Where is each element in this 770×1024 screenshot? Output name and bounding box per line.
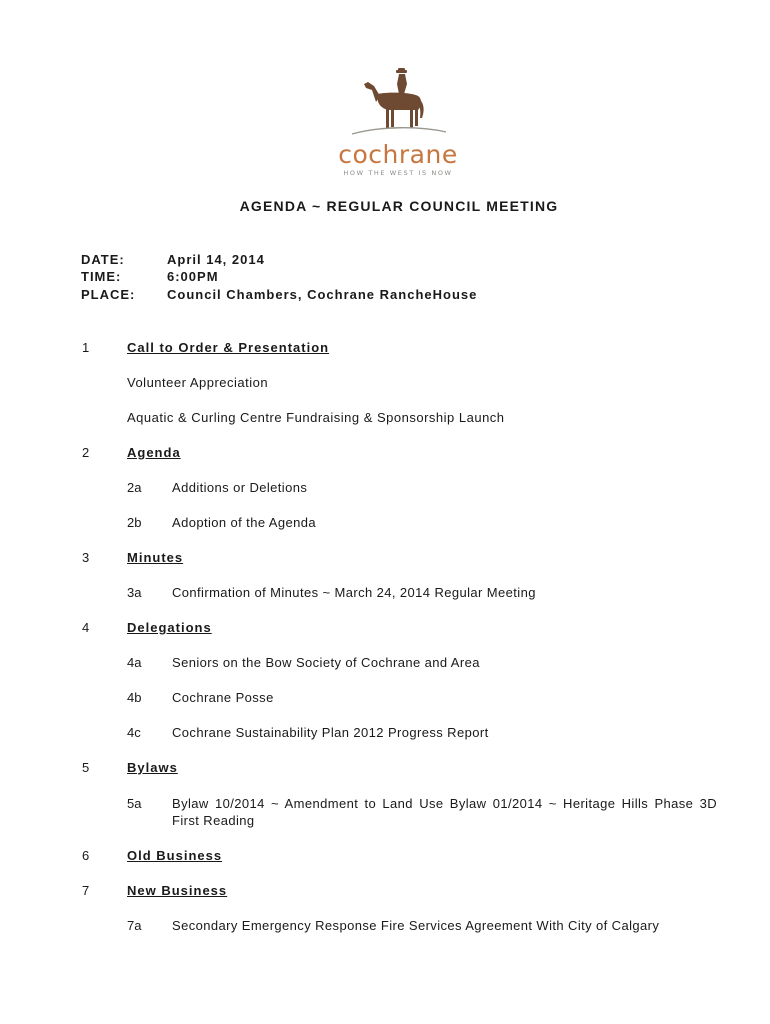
- section-number: 4: [82, 620, 90, 635]
- section-number: 3: [82, 550, 90, 565]
- place-value: Council Chambers, Cochrane RancheHouse: [167, 287, 478, 302]
- item-number: 4c: [127, 725, 141, 740]
- date-value: April 14, 2014: [167, 252, 265, 267]
- section-title-delegations: Delegations: [127, 620, 212, 635]
- item-number: 2b: [127, 515, 142, 530]
- section-number: 5: [82, 760, 90, 775]
- logo-wordmark: cochrane: [338, 140, 458, 169]
- section-title-minutes: Minutes: [127, 550, 184, 565]
- item-number: 4a: [127, 655, 142, 670]
- agenda-item: Additions or Deletions: [172, 480, 308, 495]
- section-number: 7: [82, 883, 90, 898]
- item-number: 7a: [127, 918, 142, 933]
- place-label: PLACE:: [81, 287, 136, 302]
- time-label: TIME:: [81, 269, 122, 284]
- section-title-new-business: New Business: [127, 883, 228, 898]
- agenda-item: Seniors on the Bow Society of Cochrane and Area: [172, 655, 480, 670]
- cochrane-logo: [330, 68, 466, 178]
- page-title: AGENDA ~ REGULAR COUNCIL MEETING: [239, 198, 559, 214]
- agenda-item: Cochrane Sustainability Plan 2012 Progress Report: [172, 725, 489, 740]
- section-number: 6: [82, 848, 90, 863]
- agenda-item: Cochrane Posse: [172, 690, 274, 705]
- time-value: 6:00PM: [167, 269, 219, 284]
- logo-tagline: HOW THE WEST IS NOW: [343, 169, 453, 177]
- agenda-item: Aquatic & Curling Centre Fundraising & Sponsorship Launch: [127, 410, 505, 425]
- section-number: 1: [82, 340, 90, 355]
- section-number: 2: [82, 445, 90, 460]
- agenda-item: Bylaw 10/2014 ~ Amendment to Land Use Bylaw 01/2014 ~ Heritage Hills Phase 3D First Reading: [172, 796, 717, 828]
- section-title-old-business: Old Business: [127, 848, 223, 863]
- item-number: 4b: [127, 690, 142, 705]
- section-title-call-to-order: Call to Order & Presentation: [127, 340, 330, 355]
- item-number: 3a: [127, 585, 142, 600]
- section-title-bylaws: Bylaws: [127, 760, 178, 775]
- agenda-item: Adoption of the Agenda: [172, 515, 316, 530]
- item-number: 2a: [127, 480, 142, 495]
- agenda-item: Confirmation of Minutes ~ March 24, 2014 Regular Meeting: [172, 585, 536, 600]
- agenda-item: Volunteer Appreciation: [127, 375, 269, 390]
- section-title-agenda: Agenda: [127, 445, 181, 460]
- item-number: 5a: [127, 796, 142, 811]
- horse-rider-icon: [330, 68, 466, 138]
- date-label: DATE:: [81, 252, 125, 267]
- agenda-item: Secondary Emergency Response Fire Services Agreement With City of Calgary: [172, 918, 660, 933]
